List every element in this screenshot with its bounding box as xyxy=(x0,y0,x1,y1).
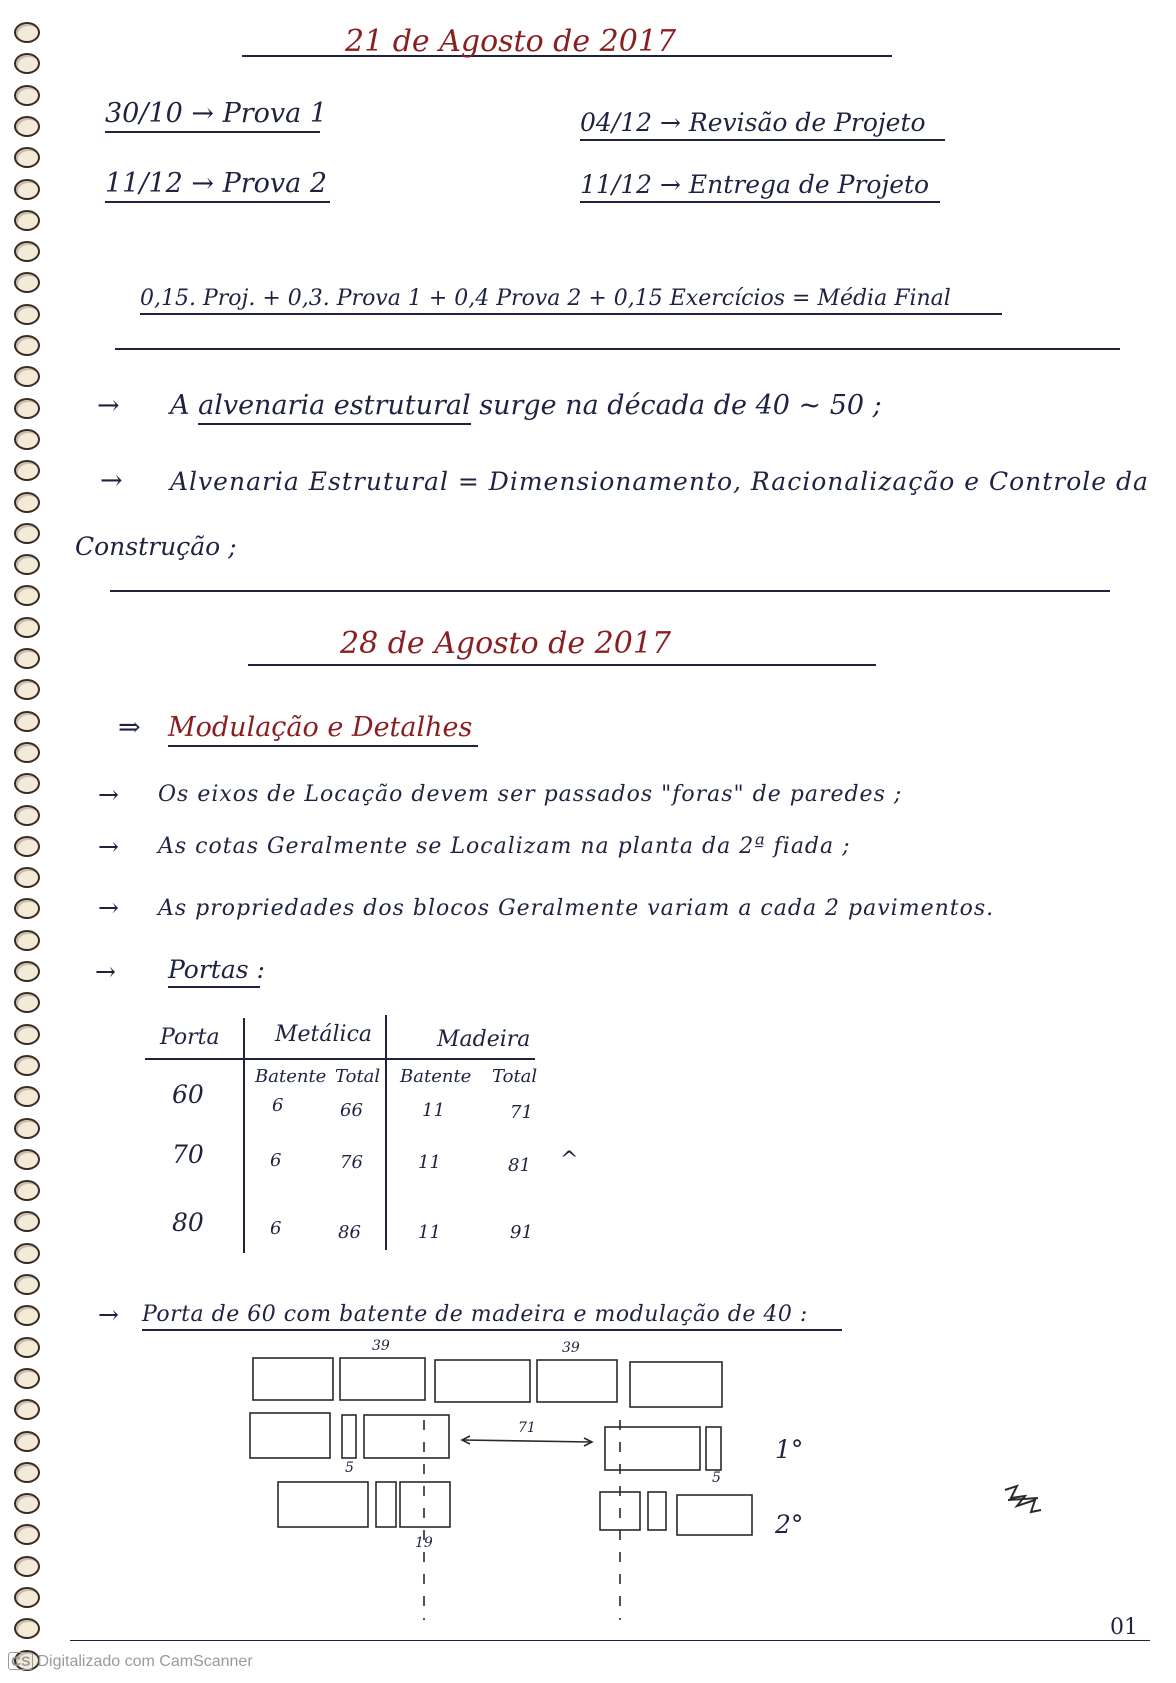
table-cell: 11 xyxy=(418,1222,441,1243)
double-arrow-icon: ⇒ xyxy=(118,712,141,743)
page-number: 01 xyxy=(1110,1615,1138,1640)
note-text: A alvenaria estrutural surge na década de 40 ~ 50 ; xyxy=(170,390,882,421)
note-arrow-icon: → xyxy=(100,465,123,496)
grade-formula: 0,15. Proj. + 0,3. Prova 1 + 0,4 Prova 2 + 0,15 Exercícios = Média Final xyxy=(140,286,1002,315)
block-rect xyxy=(400,1482,450,1527)
door-caption: Porta de 60 com batente de madeira e modulação de 40 : xyxy=(142,1302,842,1331)
block-rect xyxy=(537,1360,617,1402)
block-rect xyxy=(342,1415,356,1458)
scribble-mark xyxy=(1005,1486,1041,1512)
note-text: Construção ; xyxy=(75,532,237,561)
note-arrow-icon: → xyxy=(97,390,120,421)
scanner-watermark: CS Digitalizado com CamScanner xyxy=(8,1652,253,1671)
block-rect xyxy=(278,1482,368,1527)
block-rect xyxy=(376,1482,396,1527)
table-cell: 6 xyxy=(272,1095,284,1116)
dimension-label: 39 xyxy=(372,1338,390,1354)
block-rect xyxy=(253,1358,333,1400)
dimension-label: 71 xyxy=(518,1420,536,1436)
table-subheader: Total xyxy=(492,1066,538,1087)
table-subheader: Batente xyxy=(255,1066,327,1087)
block-rect xyxy=(340,1358,425,1400)
dimension-line xyxy=(462,1440,592,1442)
table-cell: 91 xyxy=(510,1222,533,1243)
date-heading-1: 21 de Agosto de 2017 xyxy=(345,24,677,59)
note-arrow-icon: → xyxy=(98,893,119,922)
note-text: Os eixos de Locação devem ser passados "foras" de paredes ; xyxy=(158,782,903,807)
table-cell: 80 xyxy=(172,1208,204,1237)
table-cell: 66 xyxy=(340,1100,363,1121)
note-text: As cotas Geralmente se Localizam na planta da 2ª fiada ; xyxy=(158,834,851,859)
dimension-label: 39 xyxy=(562,1340,580,1356)
note-arrow-icon: → xyxy=(98,780,119,809)
dimension-label: 5 xyxy=(345,1460,354,1476)
table-cell: 76 xyxy=(340,1152,363,1173)
table-cell: 60 xyxy=(172,1080,204,1109)
note-text: Alvenaria Estrutural = Dimensionamento, Racionalização e Controle da xyxy=(170,467,1149,496)
note-arrow-icon: → xyxy=(98,832,119,861)
block-rect xyxy=(706,1427,721,1470)
schedule-item: 30/10 → Prova 1 xyxy=(105,98,320,133)
subheading: Modulação e Detalhes xyxy=(168,712,478,747)
table-cell: 81 xyxy=(508,1155,531,1176)
note-text: As propriedades dos blocos Geralmente variam a cada 2 pavimentos. xyxy=(158,896,995,921)
date-heading-2: 28 de Agosto de 2017 xyxy=(340,626,672,661)
doors-heading: Portas : xyxy=(168,955,260,988)
schedule-item: 11/12 → Entrega de Projeto xyxy=(580,170,940,203)
floor-label: 1° xyxy=(775,1435,804,1464)
block-rect xyxy=(648,1492,666,1530)
dimension-label: 19 xyxy=(415,1535,433,1551)
table-subheader: Batente xyxy=(400,1066,472,1087)
floor-label: 2° xyxy=(775,1510,804,1539)
caret-mark-icon: ^ xyxy=(560,1148,579,1173)
camscanner-logo-icon: CS xyxy=(8,1652,33,1670)
note-arrow-icon: → xyxy=(95,957,116,986)
block-rect xyxy=(677,1495,752,1535)
bottom-rule xyxy=(70,1640,1150,1641)
table-cell: 11 xyxy=(418,1152,441,1173)
table-subheader: Total xyxy=(335,1066,381,1087)
table-cell: 71 xyxy=(510,1102,533,1123)
table-header: Porta xyxy=(160,1025,220,1050)
schedule-item: 11/12 → Prova 2 xyxy=(105,168,330,203)
table-cell: 70 xyxy=(172,1140,204,1169)
dimension-label: 5 xyxy=(712,1470,721,1486)
table-cell: 86 xyxy=(338,1222,361,1243)
block-rect xyxy=(435,1360,530,1402)
block-rect xyxy=(250,1413,330,1458)
schedule-item: 04/12 → Revisão de Projeto xyxy=(580,108,945,141)
table-header: Madeira xyxy=(437,1027,531,1052)
block-rect xyxy=(364,1415,449,1458)
table-cell: 11 xyxy=(422,1100,445,1121)
block-rect xyxy=(630,1362,722,1407)
table-cell: 6 xyxy=(270,1218,282,1239)
table-cell: 6 xyxy=(270,1150,282,1171)
note-arrow-icon: → xyxy=(98,1300,119,1329)
table-header: Metálica xyxy=(275,1022,373,1047)
